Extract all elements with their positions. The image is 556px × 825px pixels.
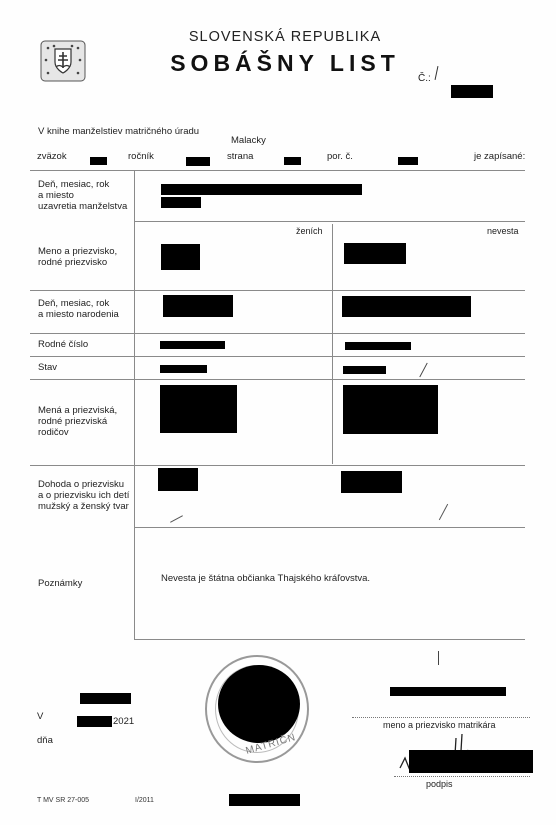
- redacted-page: [284, 157, 301, 165]
- names-label: Meno a priezvisko, rodné priezvisko: [38, 246, 118, 268]
- stroke-mark: [419, 363, 427, 378]
- redacted-marriage-details: [161, 184, 362, 195]
- redacted-groom-parents: [160, 385, 237, 433]
- redacted-date: [77, 716, 112, 727]
- certificate-number-label: Č.:: [418, 73, 431, 84]
- date-label: dňa: [37, 735, 53, 746]
- signature-label: podpis: [426, 779, 453, 789]
- stroke-mark: [439, 504, 448, 520]
- form-code: T MV SR 27-005: [37, 797, 90, 804]
- volume-label: zväzok: [37, 151, 67, 162]
- registrar-line: [352, 717, 530, 718]
- table-bottom-border: [134, 639, 525, 640]
- redacted-groom-birth: [163, 295, 233, 317]
- registrar-label: meno a priezvisko matrikára: [383, 720, 496, 730]
- redacted-registrar-name: [390, 687, 506, 696]
- place-label: V: [37, 711, 44, 722]
- issue-year: 2021: [113, 716, 135, 727]
- stamp-text: MATRIČN: [244, 732, 298, 757]
- notes-text: Nevesta je štátna občianka Thajského kráľovstva.: [161, 573, 371, 584]
- row-divider: [134, 221, 525, 222]
- redacted-groom-surname: [158, 468, 198, 491]
- redacted-bride-birth-number: [345, 342, 411, 350]
- row-divider: [30, 379, 525, 380]
- redacted-signature: [409, 750, 533, 773]
- stroke-mark: [438, 651, 439, 665]
- country-heading: SLOVENSKÁ REPUBLIKA: [188, 29, 382, 45]
- redacted-serial-number: [229, 794, 300, 806]
- sequence-label: por. č.: [327, 151, 353, 162]
- redacted-bride-name: [344, 243, 406, 264]
- stroke-mark: [170, 515, 183, 522]
- redacted-sequence: [398, 157, 418, 165]
- row-divider: [30, 290, 525, 291]
- signature-line: [394, 776, 530, 777]
- redacted-place: [80, 693, 131, 704]
- row-divider: [30, 465, 525, 466]
- row-divider: [30, 356, 525, 357]
- redacted-groom-status: [160, 365, 207, 373]
- marriage-date-place-label: Deň, mesiac, rok a miesto uzavretia manželstva: [38, 179, 128, 212]
- table-label-column-border: [134, 170, 135, 640]
- row-divider: [30, 333, 525, 334]
- birth-label: Deň, mesiac, rok a miesto narodenia: [38, 298, 119, 320]
- redacted-stamp-center: [218, 665, 300, 743]
- redacted-bride-status: [343, 366, 386, 374]
- row-divider: [134, 527, 525, 528]
- groom-bride-divider: [332, 224, 333, 464]
- redacted-certificate-number: [451, 85, 493, 98]
- redacted-volume: [90, 157, 107, 165]
- redacted-marriage-details: [161, 197, 201, 208]
- redacted-groom-birth-number: [160, 341, 225, 349]
- year-label: ročník: [128, 151, 154, 162]
- table-top-border: [30, 170, 525, 171]
- notes-label: Poznámky: [38, 578, 83, 589]
- redacted-bride-parents: [343, 385, 438, 434]
- redacted-groom-name: [161, 244, 200, 270]
- stroke-mark: [435, 66, 439, 80]
- parents-label: Mená a priezviská, rodné priezviská rodičov: [38, 405, 118, 438]
- registry-intro: V knihe manželstiev matričného úradu: [38, 126, 200, 137]
- page-label: strana: [227, 151, 254, 162]
- document-title: SOBÁŠNY LIST: [170, 50, 400, 76]
- redacted-year: [186, 157, 210, 166]
- recorded-label: je zapísané:: [474, 151, 526, 162]
- coat-of-arms-icon: [40, 40, 86, 82]
- form-version: I/2011: [135, 797, 154, 804]
- redacted-bride-birth: [342, 296, 471, 317]
- official-stamp: [205, 655, 309, 763]
- birth-number-label: Rodné číslo: [38, 339, 89, 350]
- groom-column-header: ženích: [296, 226, 323, 236]
- bride-column-header: nevesta: [487, 226, 519, 236]
- status-label: Stav: [38, 362, 58, 373]
- surname-agreement-label: Dohoda o priezvisku a o priezvisku ich detí mužský a ženský tvar: [38, 479, 130, 512]
- registry-office: Malacky: [231, 135, 266, 146]
- redacted-bride-surname: [341, 471, 402, 493]
